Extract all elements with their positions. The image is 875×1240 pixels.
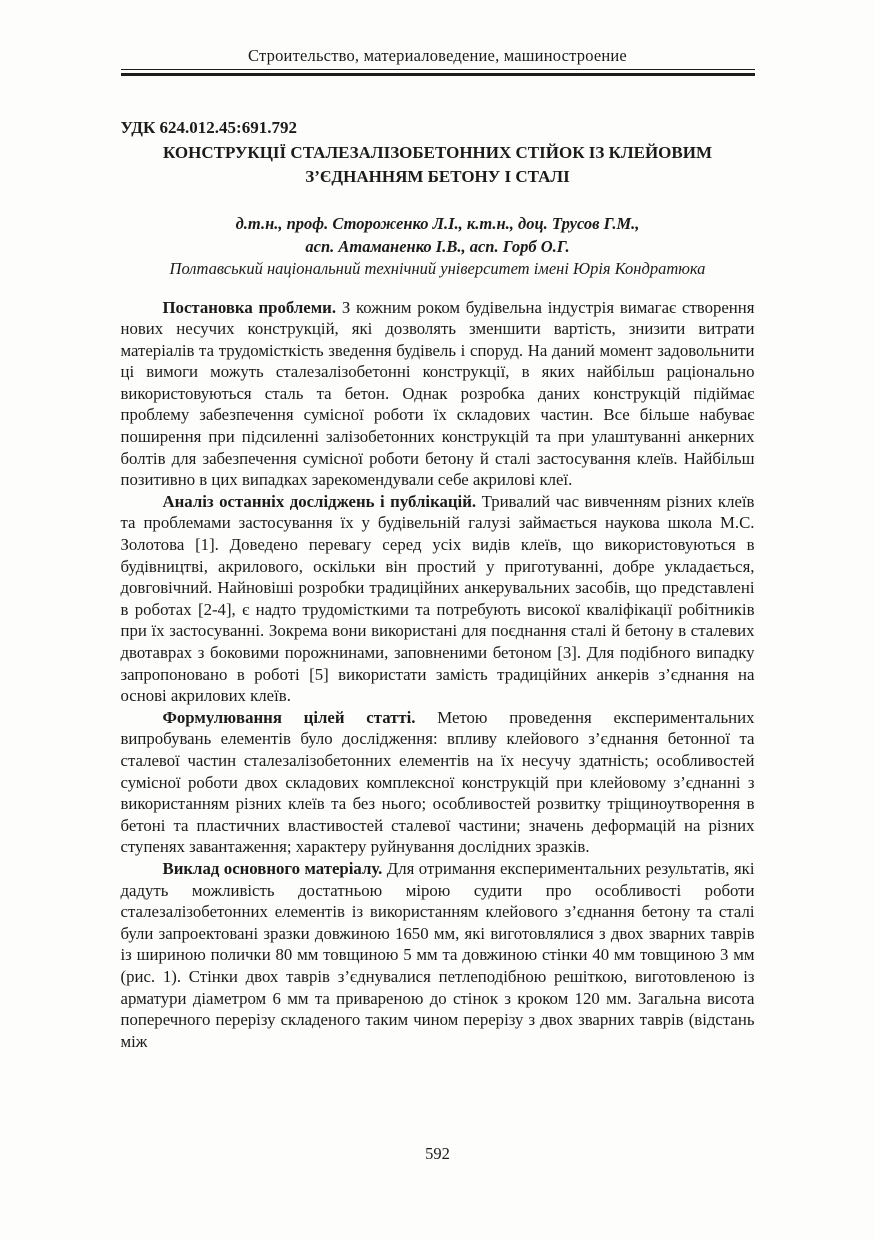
paragraph xyxy=(121,707,755,858)
paper-title-line-1: КОНСТРУКЦІЇ СТАЛЕЗАЛІЗОБЕТОННИХ СТІЙОК ІЗ КЛЕЙОВИМ xyxy=(162,143,712,162)
header-rule-thin xyxy=(121,69,755,70)
paragraph xyxy=(121,858,755,1052)
page-number: 592 xyxy=(425,1144,450,1163)
page-content xyxy=(121,0,755,1052)
paragraph-text: Метою проведення експериментальних випробувань елементів було дослідження: впливу клейового з’єднання бетонної та сталевої частин сталезалізобетонних елементів на їх несучу здатність; особливостей сумісної роботи двох складових комплексної конструкцій при клейовому з’єднанні з використанням різних клеїв та без нього; особливостей розвитку тріщиноутворення в бетоні та пластичних властивостей сталевої частини; значень деформацій на різних ступенях завантаження; характеру руйнування дослідних зразків. xyxy=(120,707,755,857)
paragraph-lead: Аналіз останніх досліджень і публікацій. xyxy=(162,491,477,511)
paragraph-lead: Постановка проблеми. xyxy=(162,297,337,317)
paragraph-text: З кожним роком будівельна індустрія вимагає створення нових несучих конструкцій, які дозволять зменшити вартість, знизити витрати матеріалів та трудомісткість зведення будівель і споруд. На даний момент задовольнити ці вимоги можуть сталезалізобетонні конструкції, в яких найбільш раціонально використовуються сталь та бетон. Однак розробка даних конструкцій підіймає проблему забезпечення сумісної роботи їх складових частин. Все більше набуває поширення при підсиленні залізобетонних конструкцій та при улаштуванні анкерних болтів для забезпечення сумісної роботи бетону й сталі застосування клеїв. Найбільш позитивно в цих випадках зарекомендували себе акрилові клеї. xyxy=(120,297,755,490)
paragraph xyxy=(121,491,755,707)
paper-title-line-2: З’ЄДНАННЯМ БЕТОНУ І СТАЛІ xyxy=(305,167,570,186)
affiliation: Полтавський національний технічний університет імені Юрія Кондратюка xyxy=(169,259,706,278)
paragraph-text: Тривалий час вивченням різних клеїв та проблемами застосування їх у будівельній галузі займається наукова школа М.С. Золотова [1]. Доведено перевагу серед усіх видів клеїв, що використовуються в будівництві, акрилового, оскільки він простий у приготуванні, добре укладається, довговічний. Найновіші розробки традиційних анкерувальних засобів, що представлені в роботах [2-4], є надто трудомісткими та потребують високої кваліфікації робітників при їх застосуванні. Зокрема вони використані для поєднання сталі й бетону в сталевих двотаврах з боковими порожнинами, заповненими бетоном [3]. Для подібного випадку запропоновано в роботі [5] використати замість традиційних анкерів з’єднання на основі акрилових клеїв. xyxy=(120,491,755,706)
header-rule-thick xyxy=(121,73,755,76)
paragraph-lead: Виклад основного матеріалу. xyxy=(162,858,383,878)
paragraph xyxy=(121,297,755,491)
article-body xyxy=(121,297,755,1053)
paragraph-lead: Формулювання цілей статті. xyxy=(162,707,416,727)
authors-line-2: асп. Атаманенко І.В., асп. Горб О.Г. xyxy=(305,236,570,256)
authors xyxy=(121,213,755,258)
udc-number: УДК 624.012.45:691.792 xyxy=(120,118,297,137)
running-head: Строительство, материаловедение, машиностроение xyxy=(248,46,627,65)
authors-line-1: д.т.н., проф. Стороженко Л.І., к.т.н., доц. Трусов Г.М., xyxy=(235,214,640,233)
paragraph-text: Для отримання експериментальних результатів, які дадуть можливість достатньою мірою судити про особливості роботи сталезалізобетонних елементів із використанням клейового з’єднання бетону та сталі були запроектовані зразки довжиною 1650 мм, які виготовлялися з двох зварних таврів із шириною полички 80 мм товщиною 5 мм та довжиною стінки 40 мм товщиною 3 мм (рис. 1). Стінки двох таврів з’єднувалися петлеподібною решіткою, виготовленою із арматури діаметром 6 мм та привареною до стінок з кроком 120 мм. Загальна висота поперечного перерізу складеного таким чином перерізу з двох зварних таврів (відстань між xyxy=(120,858,755,1051)
paper-title xyxy=(121,141,755,189)
